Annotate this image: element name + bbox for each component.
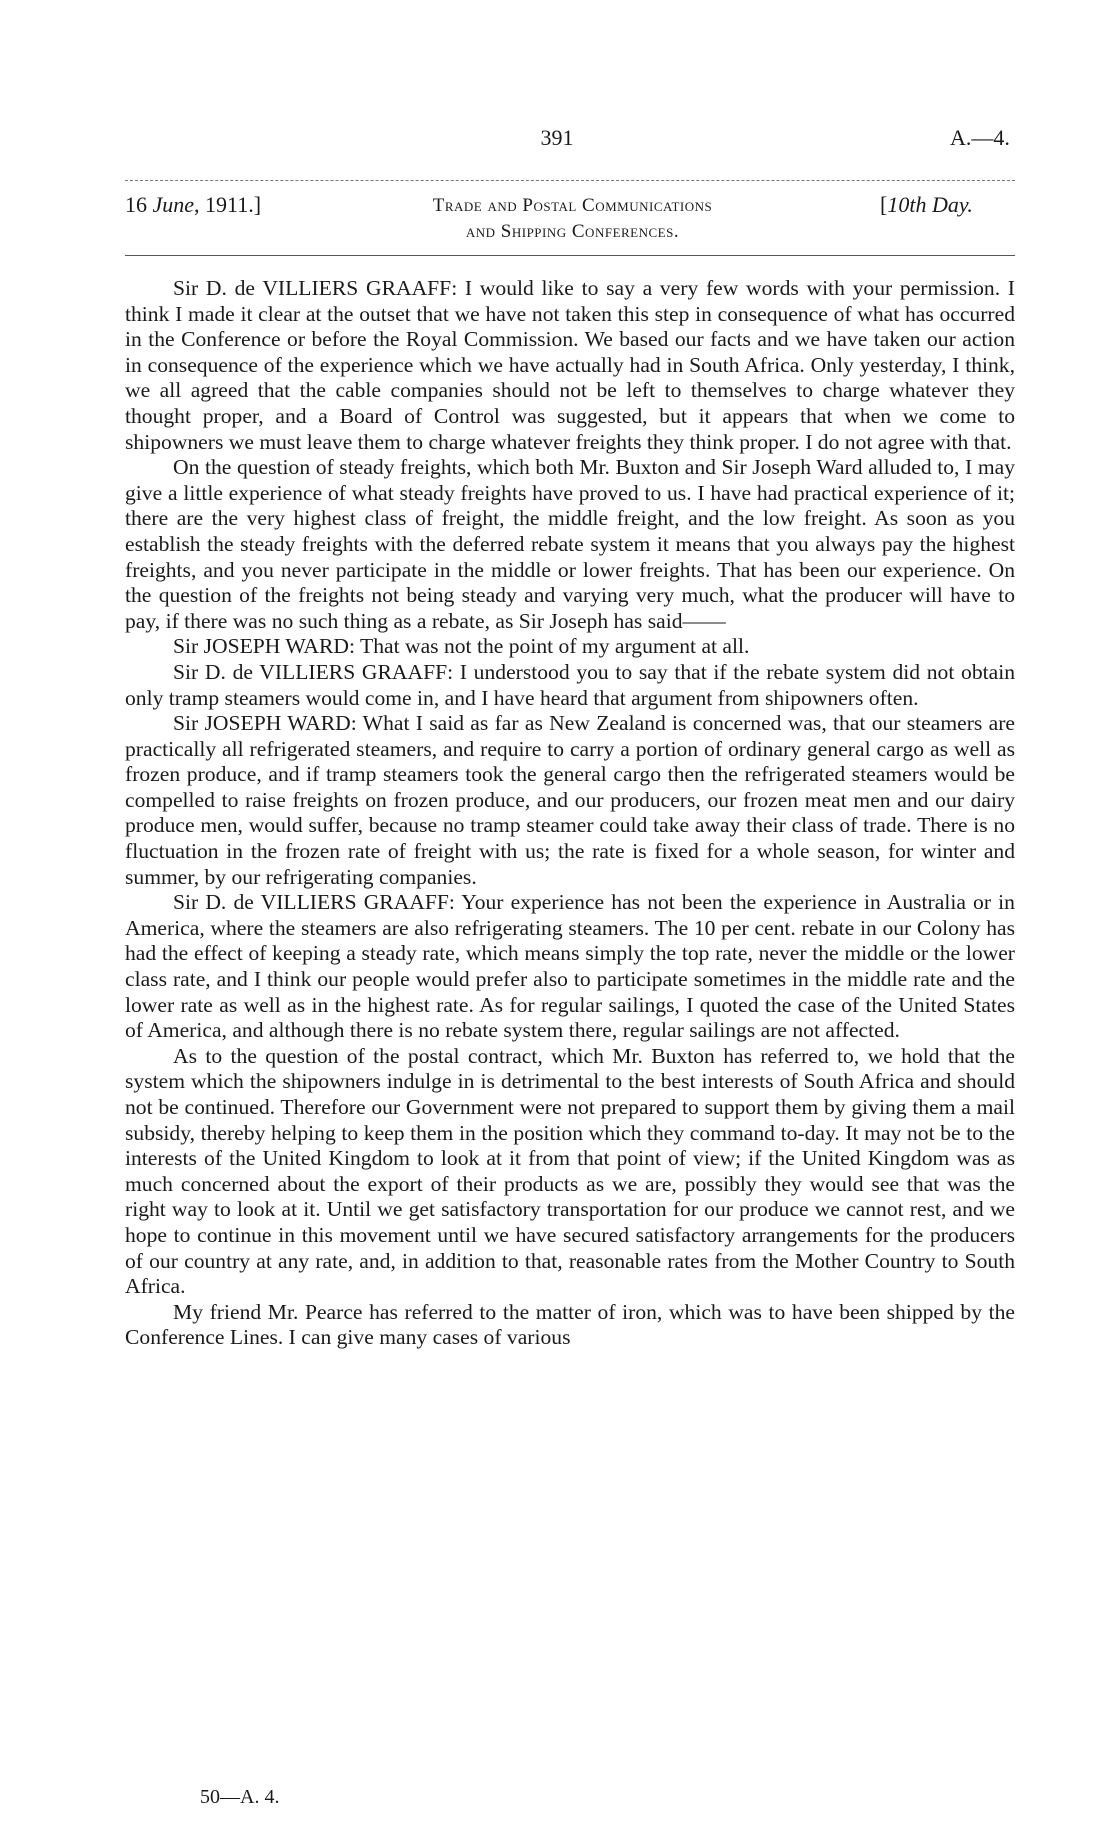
speaker-name: Sir D. de VILLIERS GRAAFF (173, 659, 448, 684)
paragraph (125, 276, 1015, 455)
footer-signature: 50—A. 4. (200, 1786, 280, 1808)
paragraph (125, 711, 1015, 890)
paragraph (125, 455, 1015, 634)
paragraph (125, 1300, 1015, 1351)
paragraph-text: : That was not the point of my argument at all. (349, 634, 750, 659)
running-title (330, 193, 815, 245)
paragraph (125, 634, 1015, 660)
paragraph (125, 890, 1015, 1044)
paragraph-text: On the question of steady freights, which both Mr. Buxton and Sir Joseph Ward alluded to, I may give a little experience of what steady freights have proved to us. I have had practical experience of it; there are the very highest class of freight, the middle freight, and the low freight. As soon as you establish the steady freights with the deferred rebate system it means that you always pay the highest freights, and you never participate in the middle or lower freights. That has been our experience. On the question of the freights not being steady and varying very much, what the producer will have to pay, if there was no such thing as a rebate, as Sir Joseph has said—— (125, 455, 1015, 633)
header-day-ordinal: 10th Day. (887, 192, 973, 217)
running-title-line-1: Trade and Postal Communications (432, 195, 713, 216)
paragraph (125, 1044, 1015, 1300)
header-rule-bottom (125, 255, 1015, 256)
header-date (125, 192, 261, 218)
paragraph-text: My friend Mr. Pearce has referred to the matter of iron, which was to have been shipped by the Conference Lines. I can give many cases of various (125, 1299, 1015, 1350)
speaker-name: Sir JOSEPH WARD (173, 711, 351, 736)
header-rule-top (125, 180, 1015, 181)
header-date-prefix: 16 (125, 192, 153, 217)
speaker-name: Sir D. de VILLIERS GRAAFF (173, 890, 449, 915)
paragraph-text: : What I said as far as New Zealand is concerned was, that our steamers are practically all refrigerated steamers, and require to carry a portion of ordinary general cargo as well as frozen produce, and if tramp steamers took the general cargo then the refrigerated steamers would be compelled to raise freights on frozen produce, and our producers, our frozen meat men and our dairy produce men, would suffer, because no tramp steamer could take away their class of trade. There is no fluctuation in the frozen rate of freight with us; the rate is fixed for a whole season, for winter and summer, by our refrigerating companies. (125, 711, 1015, 889)
header-day-bracket: [ (880, 192, 888, 217)
header-day (880, 192, 973, 218)
running-title-line-2: and Shipping Conferences. (465, 221, 680, 242)
header-date-month: June (152, 192, 195, 217)
header-date-suffix: , 1911.] (194, 192, 262, 217)
page-number: 391 (540, 125, 574, 150)
paragraph-text: : Your experience has not been the experience in Australia or in America, where the steamers are also refrigerating steamers. The 10 per cent. rebate in our Colony has had the effect of keeping a steady rate, which means simply the top rate, never the middle or the lower class rate, and I think our people would prefer also to participate sometimes in the middle rate and the lower rate as well as in the highest rate. As for regular sailings, I quoted the case of the United States of America, and although there is no rebate system there, regular sailings are not affected. (125, 890, 1015, 1043)
paragraph-text: : I understood you to say that if the rebate system did not obtain only tramp steamers would come in, and I have heard that argument from shipowners often. (125, 659, 1015, 710)
paragraph-text: : I would like to say a very few words with your permission. I think I made it clear at the outset that we have not taken this step in consequence of what has occurred in the Conference or before the Royal Commission. We based our facts and we have taken our action in consequence of the experience which we have actually had in South Africa. Only yesterday, I think, we all agreed that the cable companies should not be left to themselves to charge whatever they thought proper, and a Board of Control was suggested, but it appears that when we come to shipowners we must leave them to charge whatever freights they think proper. I do not agree with that. (125, 276, 1015, 454)
transcript-body (125, 276, 1015, 1351)
speaker-name: Sir JOSEPH WARD (173, 634, 349, 659)
speaker-name: Sir D. de VILLIERS GRAAFF (173, 276, 452, 300)
paragraph (125, 660, 1015, 711)
series-reference: A.—4. (950, 125, 1010, 150)
paragraph-text: As to the question of the postal contract, which Mr. Buxton has referred to, we hold that the system which the shipowners indulge in is detrimental to the best interests of South Africa and should not be continued. Therefore our Government were not prepared to support them by giving them a mail subsidy, thereby helping to keep them in the position which they command to-day. It may not be to the interests of the United Kingdom to look at it from that point of view; if the United Kingdom was as much concerned about the export of their products as we are, possibly they would see that was the right way to look at it. Until we get satisfactory transportation for our produce we cannot rest, and we hope to continue in this movement until we have secured satisfactory arrangements for the producers of our country at any rate, and, in addition to that, reasonable rates from the Mother Country to South Africa. (125, 1043, 1015, 1299)
